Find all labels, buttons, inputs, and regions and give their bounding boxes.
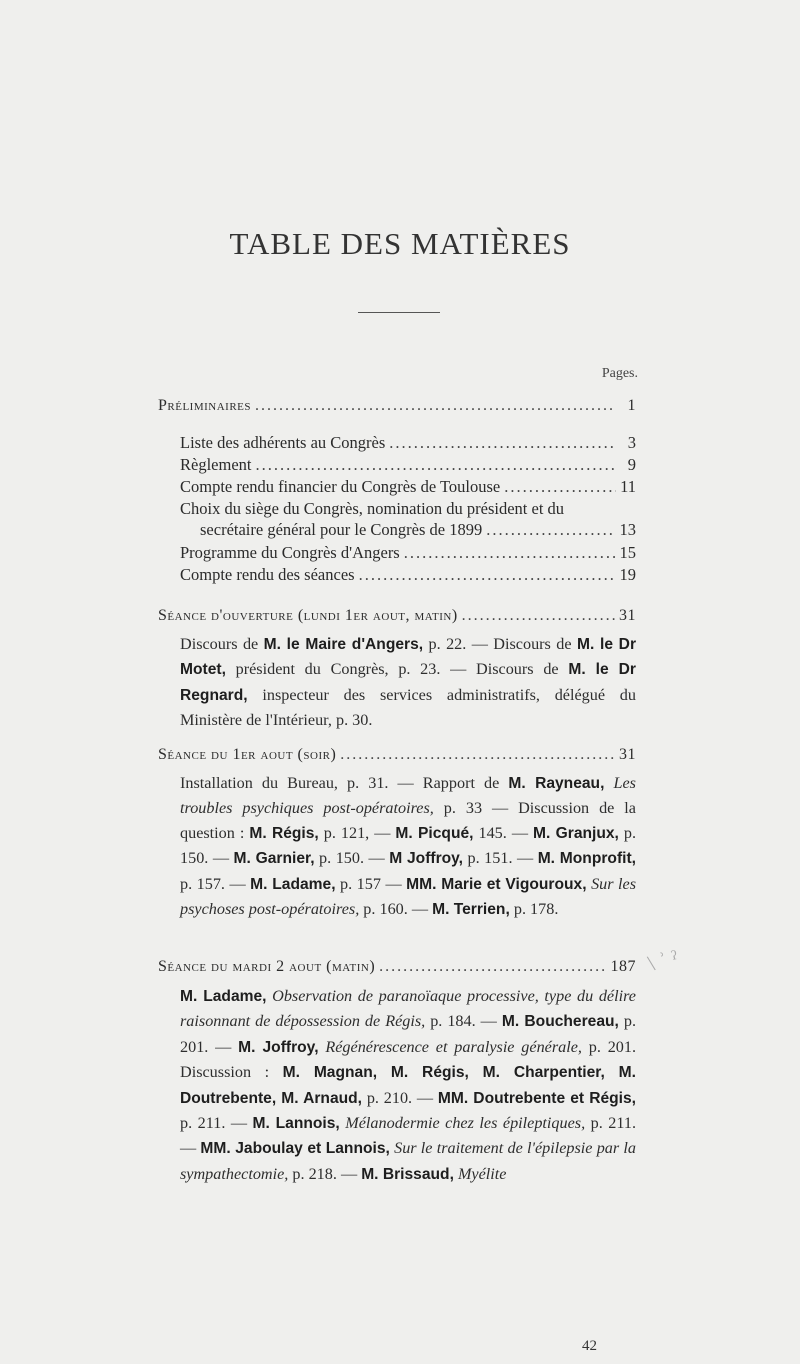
work-title: Mélanodermie chez les épileptiques, (345, 1114, 586, 1133)
person-name: M. le Dr Regnard, (180, 661, 636, 704)
leader-dots (255, 454, 616, 475)
person-name: M. Joffroy, (238, 1038, 319, 1056)
toc-section-label: Séance d'ouverture (lundi 1er aout, matin) (158, 607, 458, 624)
toc-page-number: 9 (627, 455, 636, 474)
summary-text: Installation du Bureau, p. 31. — Rapport de (180, 774, 509, 792)
summary-text: p. 121, — (318, 823, 396, 842)
handwritten-mark: \ ʾ ˀ (645, 945, 681, 976)
toc-item (180, 476, 636, 497)
toc-section-preliminaires (158, 395, 636, 416)
person-name: M. Garnier, (233, 850, 315, 868)
person-name: M. Régis, (249, 824, 319, 842)
person-name: MM. Doutrebente et Régis, (437, 1089, 636, 1107)
title-rule (358, 312, 440, 313)
summary-text: p. 150. — (314, 849, 390, 868)
leader-dots (504, 476, 616, 497)
summary-text: p. 33 — Discussion de la question : (180, 799, 636, 842)
summary-text: p. 22. — Discours de (423, 635, 577, 653)
summary-text: p. 201. Discussion : (180, 1037, 637, 1082)
person-name: M. Ladame, (180, 988, 267, 1005)
work-title: Les troubles psychiques post-opératoires, (180, 774, 636, 818)
summary-text: Discours de (180, 635, 264, 653)
summary-text: p. 184. — (425, 1012, 502, 1031)
work-title: Régénérescence et paralysie générale, (325, 1037, 582, 1056)
toc-item-label: Choix du siège du Congrès, nomination du président et du (180, 499, 565, 518)
toc-item (180, 454, 636, 475)
person-name: MM. Jaboulay et Lannois, (200, 1140, 390, 1158)
toc-page-number: 31 (619, 607, 636, 624)
summary-text: p. 157 — (335, 874, 407, 893)
work-title: Myélite (457, 1164, 507, 1183)
toc-item-label: Programme du Congrès d'Angers (180, 543, 400, 562)
toc-page-number: 3 (627, 433, 636, 452)
toc-item-label-continued: secrétaire général pour le Congrès de 1899 (200, 520, 483, 539)
person-name: M. Monprofit, (537, 850, 637, 868)
person-name: M. Granjux, (533, 824, 619, 842)
person-name: M. Ladame, (250, 875, 336, 893)
toc-item-label: Compte rendu financier du Congrès de Toulouse (180, 477, 501, 496)
pages-column-label: Pages. (601, 366, 638, 381)
person-name: M. Picqué, (395, 824, 474, 842)
toc-page-number: 187 (610, 958, 636, 975)
work-title: Observation de paranoïaque processive, type du délire raisonnant de dépossession de Régis, (180, 987, 636, 1031)
session-summary-soir (180, 771, 636, 922)
toc-page-number: 15 (619, 543, 636, 562)
summary-text: inspecteur des services administratifs, délégué du Ministère de l'Intérieur, p. 30. (180, 685, 636, 730)
leader-dots (255, 395, 616, 416)
summary-text: p. 218. — (288, 1164, 362, 1183)
leader-dots (359, 564, 616, 585)
leader-dots (486, 519, 615, 540)
person-name: M. Terrien, (432, 901, 510, 919)
person-name: M. Rayneau, (508, 775, 605, 792)
toc-section-ouverture (158, 605, 636, 626)
toc-section-seance-soir (158, 744, 636, 765)
toc-item (180, 542, 636, 563)
toc-page-number: 13 (619, 520, 636, 539)
toc-section-label: Préliminaires (158, 397, 252, 414)
toc-page-number: 19 (619, 565, 636, 584)
toc-item-label: Liste des adhérents au Congrès (180, 433, 386, 452)
page-title: TABLE DES MATIÈRES (229, 226, 571, 261)
leader-dots (340, 744, 615, 765)
summary-text: p. 211. — (180, 1114, 637, 1158)
toc-item-label: Règlement (180, 455, 252, 474)
leader-dots (379, 956, 606, 977)
page-folio: 42 (582, 1338, 597, 1354)
person-name: M. Brissaud, (361, 1165, 454, 1183)
person-name: M. le Maire d'Angers, (263, 636, 424, 653)
summary-text: p. 178. (509, 900, 559, 919)
toc-page-number: 11 (620, 477, 636, 496)
toc-page-number: 1 (627, 397, 636, 414)
toc-section-label: Séance du 1er aout (soir) (158, 746, 337, 763)
summary-text: p. 160. — (359, 900, 433, 919)
toc-item (180, 432, 636, 453)
summary-text: p. 151. — (463, 849, 538, 868)
toc-item-label: Compte rendu des séances (180, 565, 355, 584)
leader-dots (404, 542, 616, 563)
work-title: Sur le traitement de l'épilepsie par la sympathectomie, (180, 1139, 637, 1183)
summary-text: p. 211. — (180, 1114, 253, 1133)
toc-page-number: 31 (619, 746, 636, 763)
person-name: MM. Marie et Vigouroux, (406, 875, 587, 893)
summary-text: président du Congrès, p. 23. — Discours de (225, 660, 569, 679)
person-name: M. le Dr Motet, (180, 636, 637, 679)
work-title: Sur les psychoses post-opératoires, (180, 874, 637, 919)
person-name: M Joffroy, (389, 850, 464, 868)
summary-text: p. 201. — (180, 1012, 637, 1056)
person-name: M. Lannois, (252, 1115, 340, 1133)
session-summary-ouverture (180, 632, 636, 733)
toc-section-seance-mardi (158, 956, 636, 977)
leader-dots (462, 605, 615, 626)
toc-section-label: Séance du mardi 2 aout (matin) (158, 958, 376, 975)
person-name: M. Magnan, M. Régis, M. Charpentier, M. Doutrebente, M. Arnaud, (180, 1064, 636, 1107)
session-summary-mardi (180, 984, 636, 1187)
summary-text: p. 150. — (180, 823, 637, 868)
summary-text: p. 157. — (180, 874, 251, 893)
leader-dots (389, 432, 616, 453)
toc-item (180, 498, 636, 540)
person-name: M. Bouchereau, (501, 1013, 619, 1031)
summary-text: 145. — (473, 823, 534, 842)
summary-text: p. 210. — (362, 1088, 438, 1107)
toc-item (180, 564, 636, 585)
